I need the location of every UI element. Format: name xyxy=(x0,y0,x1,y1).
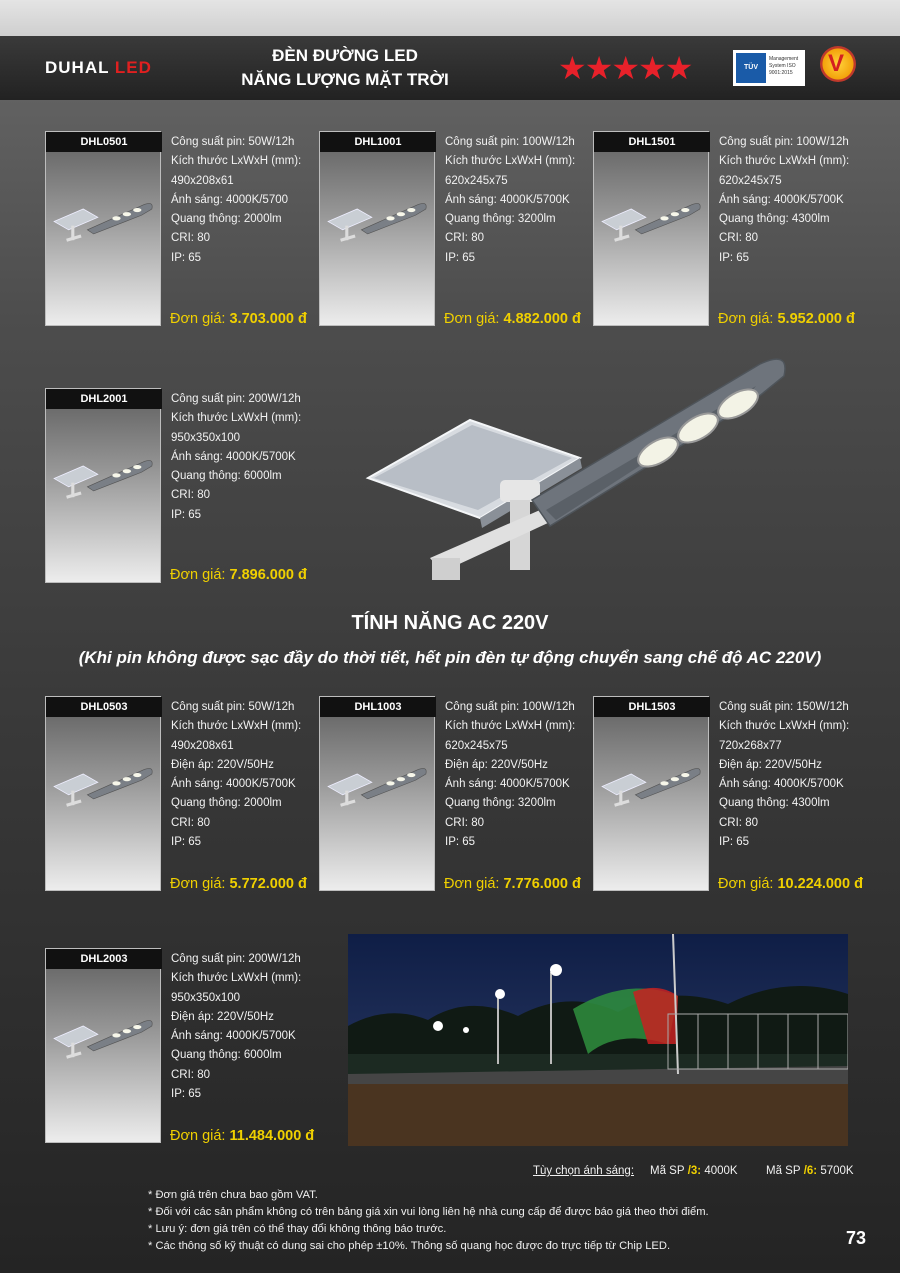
product-code: DHL1501 xyxy=(594,132,710,152)
product-card-DHL0503 xyxy=(45,696,315,891)
product-price: Đơn giá: 4.882.000 đ xyxy=(444,311,581,327)
product-code: DHL2001 xyxy=(46,389,162,409)
note-item: * Đối với các sản phẩm không có trên bảng giá xin vui lòng liên hệ nhà cung cấp để được báo giá theo thời điểm. xyxy=(148,1206,709,1218)
product-image xyxy=(319,696,435,891)
product-price: Đơn giá: 7.896.000 đ xyxy=(170,567,307,583)
product-card-DHL1501 xyxy=(593,131,863,326)
tuv-certificate-badge xyxy=(733,50,805,86)
product-image xyxy=(593,131,709,326)
product-card-DHL1503 xyxy=(593,696,863,891)
street-lamp-icon xyxy=(52,1009,156,1069)
product-image xyxy=(45,388,161,583)
product-specs: Công suất pin: 50W/12h Kích thước LxWxH (mm): 490x208x61 Ánh sáng: 4000K/5700 Quang thông: 2000lm CRI: 80 IP: 65 xyxy=(171,136,302,264)
page-title-line1: ĐÈN ĐƯỜNG LED xyxy=(272,46,418,65)
tuv-cert-text: Management System ISO 9001:2015 xyxy=(769,56,799,76)
product-image xyxy=(45,131,161,326)
street-lamp-icon xyxy=(52,757,156,817)
rating-stars-icon: ★★★★★ xyxy=(558,50,692,86)
street-lamp-icon xyxy=(52,449,156,509)
product-card-DHL0501 xyxy=(45,131,315,326)
product-code: DHL1503 xyxy=(594,697,710,717)
hero-solar-lamp-icon xyxy=(360,350,790,585)
product-code: DHL2003 xyxy=(46,949,162,969)
product-specs: Công suất pin: 100W/12h Kích thước LxWxH (mm): 620x245x75 Ánh sáng: 4000K/5700K Quang thông: 4300lm CRI: 80 IP: 65 xyxy=(719,136,850,264)
page-title-line2: NĂNG LƯỢNG MẶT TRỜI xyxy=(241,70,449,89)
brand-logo: DUHAL LED xyxy=(45,58,152,77)
product-specs: Công suất pin: 100W/12h Kích thước LxWxH (mm): 620x245x75 Điện áp: 220V/50Hz Ánh sáng: 4000K/5700K Quang thông: 3200lm CRI: 80 IP: 65 xyxy=(445,701,576,849)
product-price: Đơn giá: 7.776.000 đ xyxy=(444,876,581,892)
product-image xyxy=(593,696,709,891)
product-price: Đơn giá: 3.703.000 đ xyxy=(170,311,307,327)
product-code: DHL0501 xyxy=(46,132,162,152)
footnotes xyxy=(148,1187,848,1255)
tuv-logo-icon: TÜV xyxy=(736,53,766,83)
product-code: DHL1003 xyxy=(320,697,436,717)
product-code: DHL0503 xyxy=(46,697,162,717)
product-image xyxy=(45,948,161,1143)
section-title: TÍNH NĂNG AC 220V xyxy=(351,612,549,634)
product-specs: Công suất pin: 200W/12h Kích thước LxWxH (mm): 950x350x100 Ánh sáng: 4000K/5700K Quang thông: 6000lm CRI: 80 IP: 65 xyxy=(171,393,302,521)
product-specs: Công suất pin: 100W/12h Kích thước LxWxH (mm): 620x245x75 Ánh sáng: 4000K/5700K Quang thông: 3200lm CRI: 80 IP: 65 xyxy=(445,136,576,264)
product-card-DHL1001 xyxy=(319,131,589,326)
product-image xyxy=(319,131,435,326)
product-card-DHL2001 xyxy=(45,388,315,583)
product-price: Đơn giá: 5.772.000 đ xyxy=(170,876,307,892)
product-image xyxy=(45,696,161,891)
street-lamp-icon xyxy=(600,192,704,252)
light-option-4000k: Mã SP /3: 4000K xyxy=(650,1165,738,1177)
product-card-DHL1003 xyxy=(319,696,589,891)
night-street-photo xyxy=(348,934,848,1146)
product-price: Đơn giá: 11.484.000 đ xyxy=(170,1128,315,1144)
product-specs: Công suất pin: 150W/12h Kích thước LxWxH (mm): 720x268x77 Điện áp: 220V/50Hz Ánh sáng: 4000K/5700K Quang thông: 4300lm CRI: 80 IP: 65 xyxy=(719,701,850,849)
street-lamp-icon xyxy=(326,757,430,817)
note-item: * Lưu ý: đơn giá trên có thể thay đổi không thông báo trước. xyxy=(148,1223,447,1235)
note-item: * Đơn giá trên chưa bao gồm VAT. xyxy=(148,1189,318,1201)
page-number: 73 xyxy=(846,1228,867,1248)
quality-seal-icon xyxy=(818,46,858,92)
product-price: Đơn giá: 5.952.000 đ xyxy=(718,311,855,327)
product-specs: Công suất pin: 50W/12h Kích thước LxWxH (mm): 490x208x61 Điện áp: 220V/50Hz Ánh sáng: 4000K/5700K Quang thông: 2000lm CRI: 80 IP: 65 xyxy=(171,701,302,849)
top-strip xyxy=(0,0,900,36)
light-options-label: Tùy chọn ánh sáng: xyxy=(533,1165,635,1177)
product-code: DHL1001 xyxy=(320,132,436,152)
street-lamp-icon xyxy=(600,757,704,817)
light-option-5700k: Mã SP /6: 5700K xyxy=(766,1165,854,1177)
product-price: Đơn giá: 10.224.000 đ xyxy=(718,876,863,892)
street-lamp-icon xyxy=(52,192,156,252)
section-subtitle: (Khi pin không được sạc đầy do thời tiết, hết pin đèn tự động chuyển sang chế độ AC 220V) xyxy=(78,648,822,667)
product-card-DHL2003 xyxy=(45,948,315,1143)
night-scene-image xyxy=(348,934,848,1146)
product-specs: Công suất pin: 200W/12h Kích thước LxWxH (mm): 950x350x100 Điện áp: 220V/50Hz Ánh sáng: 4000K/5700K Quang thông: 6000lm CRI: 80 IP: 65 xyxy=(171,953,302,1101)
street-lamp-icon xyxy=(326,192,430,252)
seal-letter: V xyxy=(828,50,845,77)
note-item: * Các thông số kỹ thuật có dung sai cho phép ±10%. Thông số quang học được đo trực tiếp từ Chip LED. xyxy=(148,1240,671,1252)
